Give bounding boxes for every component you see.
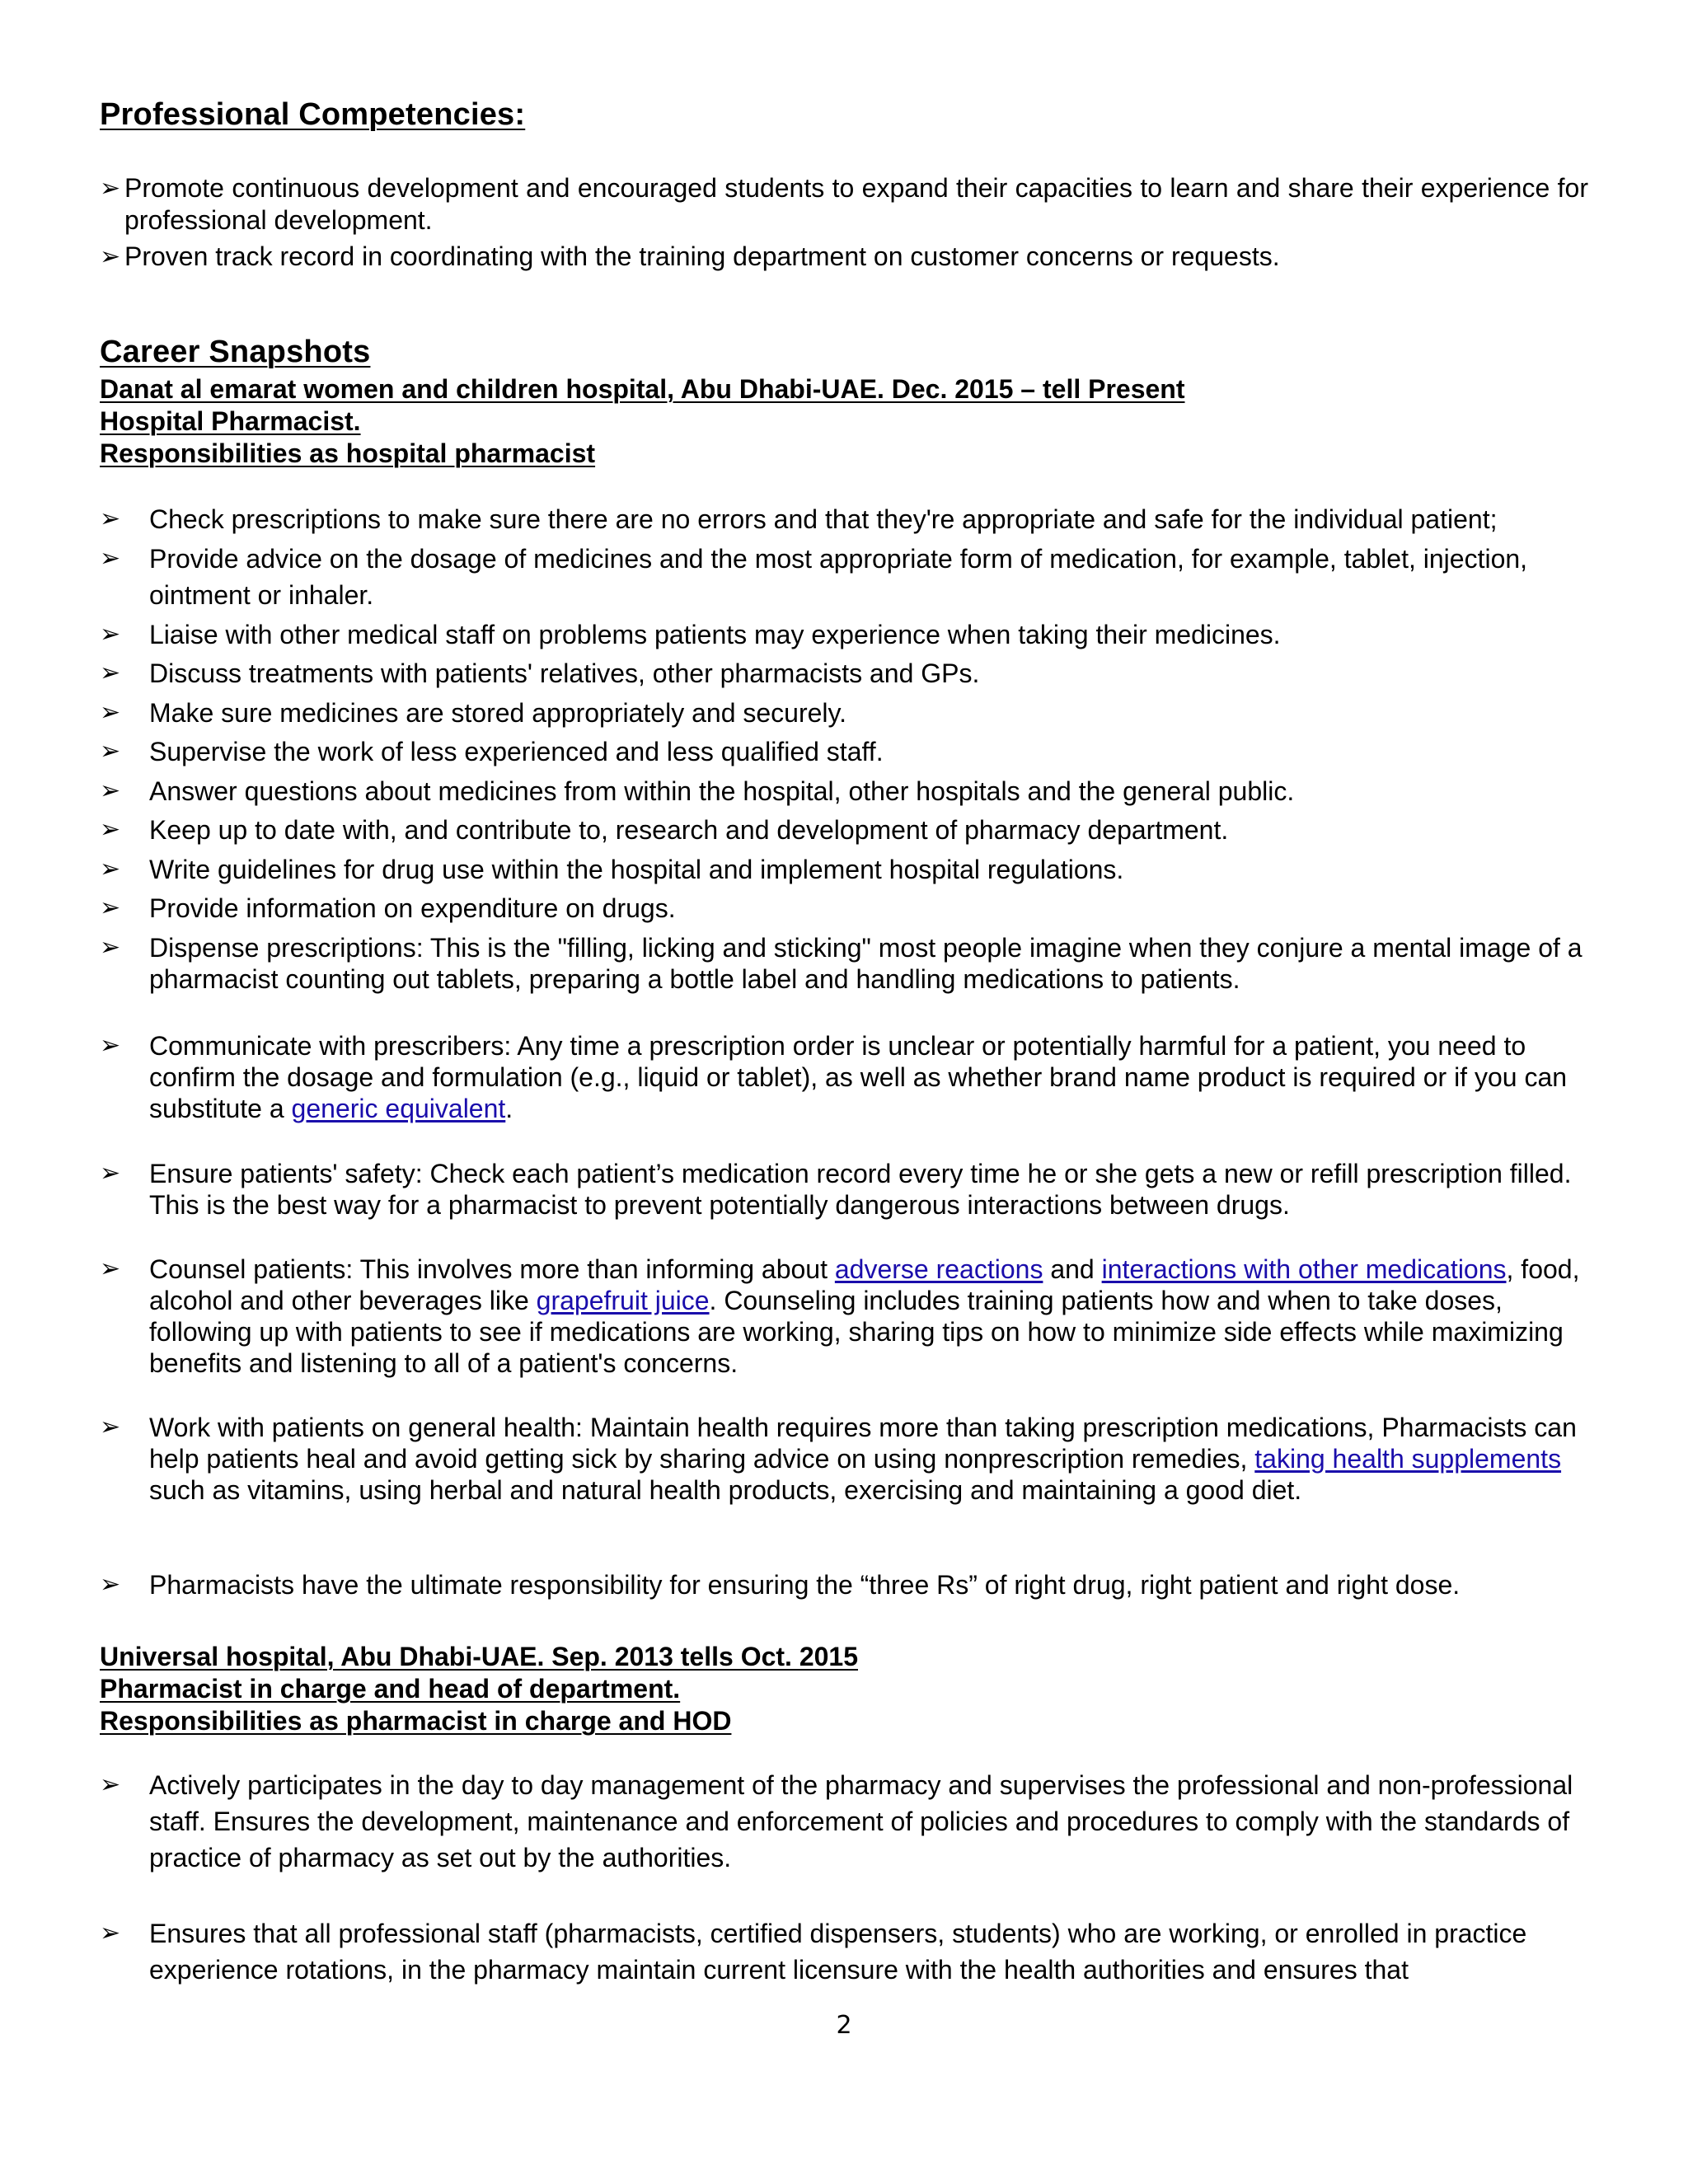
job1-employer: Danat al emarat women and children hospital, Abu Dhabi-UAE. Dec. 2015 – tell Present [100,374,1185,404]
job1-responsibilities-heading: Responsibilities as hospital pharmacist [100,438,596,468]
responsibility-text: Work with patients on general health: Maintain health requires more than taking prescription medications, Pharmacists can help patients heal and avoid getting sick by sharing advice on using nonprescription remedies, taking health supplements such as vitamins, using herbal and natural health products, exercising and maintaining a good diet. [149,1413,1577,1505]
job2-title: Pharmacist in charge and head of department. [100,1674,681,1704]
arrow-bullet-icon: ➢ [100,659,121,687]
job1-title: Hospital Pharmacist. [100,406,361,436]
job1-responsibility-item [100,733,1592,770]
job1-responsibility-item [100,695,1592,731]
job1-responsibility-item [100,812,1592,848]
arrow-bullet-icon: ➢ [100,855,121,883]
generic-equivalent-link[interactable]: generic equivalent [291,1094,506,1123]
competencies-heading: Professional Competencies: [100,97,526,132]
job1-responsibility-item [100,890,1592,926]
arrow-bullet-icon: ➢ [100,1032,121,1059]
job1-responsibility-item [100,655,1592,691]
job1-responsibility-item [100,541,1592,613]
arrow-bullet-icon: ➢ [100,1571,121,1598]
career-heading: Career Snapshots [100,335,371,369]
responsibility-text: Provide information on expenditure on drugs. [149,893,676,923]
responsibility-text: Communicate with prescribers: Any time a prescription order is unclear or potentially harmful for a patient, you need to confirm the dosage and formulation (e.g., liquid or tablet), as well as whether brand name product is required or if you can substitute a generic equivalent. [149,1031,1568,1123]
competency-text: Proven track record in coordinating with the training department on customer concerns or requests. [124,241,1280,271]
responsibility-text: Liaise with other medical staff on problems patients may experience when taking their medicines. [149,620,1281,649]
responsibility-text: Counsel patients: This involves more than informing about adverse reactions and interactions with other medications, food, alcohol and other beverages like grapefruit juice. Counseling includes training patients how and when to take doses, following up with patients to see if medications are working, sharing tips on how to minimize side effects while maximizing benefits and listening to all of a patient's concerns. [149,1254,1580,1378]
competency-item [100,172,1588,237]
responsibility-text: Check prescriptions to make sure there are no errors and that they're appropriate and safe for the individual patient; [149,504,1498,534]
responsibility-text: Supervise the work of less experienced and less qualified staff. [149,737,884,766]
job2-employer: Universal hospital, Abu Dhabi-UAE. Sep. 2013 tells Oct. 2015 [100,1642,858,1671]
arrow-bullet-icon: ➢ [100,777,121,804]
page-number: 2 [836,2011,852,2040]
arrow-bullet-icon: ➢ [100,1413,121,1441]
job1-responsibility-item [100,1569,1592,1601]
grapefruit-juice-link[interactable]: grapefruit juice [536,1286,710,1315]
responsibility-text: Answer questions about medicines from within the hospital, other hospitals and the general public. [149,776,1295,806]
arrow-bullet-icon: ➢ [100,1919,121,1947]
responsibility-text: Discuss treatments with patients' relatives, other pharmacists and GPs. [149,658,980,688]
job2-responsibilities-heading: Responsibilities as pharmacist in charge and HOD [100,1706,732,1736]
responsibility-text: Provide advice on the dosage of medicines and the most appropriate form of medication, for example, tablet, injection, ointment or inhaler. [149,544,1528,610]
responsibility-text: Write guidelines for drug use within the hospital and implement hospital regulations. [149,855,1124,884]
job1-responsibility-item [100,1254,1592,1379]
arrow-bullet-icon: ➢ [100,1255,121,1282]
arrow-bullet-icon: ➢ [100,894,121,921]
competency-text: Promote continuous development and encouraged students to expand their capacities to learn and share their experience for professional development. [124,173,1588,235]
job1-responsibility-item [100,932,1592,995]
arrow-bullet-icon: ➢ [100,1771,121,1798]
job1-responsibility-item [100,501,1592,537]
health-supplements-link[interactable]: taking health supplements [1254,1444,1562,1474]
responsibility-text: Ensures that all professional staff (pharmacists, certified dispensers, students) who are working, or enrolled in practice experience rotations, in the pharmacy maintain current licensure with the health authorities and ensures that [149,1919,1527,1985]
arrow-bullet-icon: ➢ [100,621,121,648]
responsibility-text: Dispense prescriptions: This is the "filling, licking and sticking" most people imagine when they conjure a mental image of a pharmacist counting out tablets, preparing a bottle label and handling medications to patients. [149,933,1582,994]
arrow-bullet-icon: ➢ [100,505,121,532]
arrow-bullet-icon: ➢ [100,1160,121,1187]
arrow-bullet-icon: ➢ [100,934,121,961]
responsibility-text: Ensure patients' safety: Check each patient’s medication record every time he or she gets a new or refill prescription filled. This is the best way for a pharmacist to prevent potentially dangerous interactions between drugs. [149,1159,1572,1220]
arrow-bullet-icon: ➢ [100,545,121,572]
arrow-bullet-icon: ➢ [100,175,121,202]
responsibility-text: Pharmacists have the ultimate responsibility for ensuring the “three Rs” of right drug, right patient and right dose. [149,1570,1461,1600]
competency-item [100,241,1588,273]
job2-responsibility-item [100,1915,1592,1988]
job1-responsibility-item [100,851,1592,888]
job1-responsibility-item [100,773,1592,809]
job1-responsibility-item [100,1030,1592,1124]
arrow-bullet-icon: ➢ [100,243,121,270]
job1-responsibility-item [100,1158,1592,1221]
adverse-reactions-link[interactable]: adverse reactions [834,1254,1043,1284]
job2-responsibility-item [100,1767,1592,1876]
responsibility-text: Actively participates in the day to day management of the pharmacy and supervises the professional and non-professional staff. Ensures the development, maintenance and enforcement of policies and procedures to comply with the standards of practice of pharmacy as set out by the authorities. [149,1770,1573,1872]
job1-responsibility-item [100,1412,1592,1506]
arrow-bullet-icon: ➢ [100,699,121,726]
responsibility-text: Keep up to date with, and contribute to, research and development of pharmacy department. [149,815,1229,845]
arrow-bullet-icon: ➢ [100,816,121,843]
job1-responsibility-item [100,616,1592,653]
arrow-bullet-icon: ➢ [100,738,121,765]
responsibility-text: Make sure medicines are stored appropriately and securely. [149,698,847,728]
interactions-link[interactable]: interactions with other medications [1101,1254,1507,1284]
